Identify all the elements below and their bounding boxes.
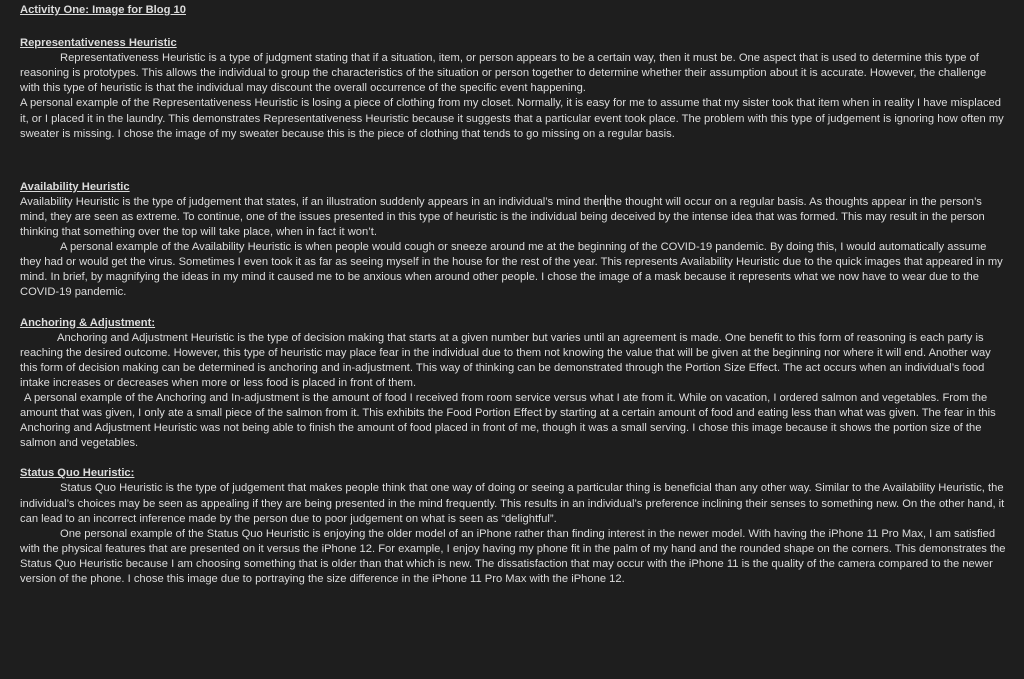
paragraph: A personal example of the Availability Heuristic is when people would cough or sneeze around me at the beginning of the COVID-19 pandemic. By doing this, I would automatically assume they had or would get the virus. Sometimes I even took it as far as seeing myself in the house for the rest of the year. This represents Availability Heuristic due to the quick images that appeared in my mind. In brief, by magnifying the ideas in my mind it caused me to be anxious when around other people. I chose the image of a mask because it represents what we now have to wear due to the COVID-19 pandemic.: [20, 241, 1003, 299]
section-heading: Representativeness Heuristic: [20, 37, 177, 50]
section-heading: Status Quo Heuristic:: [20, 467, 135, 480]
section-anchoring: [20, 316, 1006, 452]
paragraph: Anchoring and Adjustment Heuristic is the type of decision making that starts at a given number but varies until an agreement is made. One benefit to this form of reasoning is each party is reaching the desired outcome. However, this type of heuristic may place fear in the individual due to them not knowing the value that will be given at the beginning nor where it will end. Another way this form of decision making can be determined is anchoring and in-adjustment. This way of thinking can be demonstrated through the Portion Size Effect. The act occurs when an individual’s food intake increases or decreases when more or less food is placed in front of them.: [20, 331, 991, 389]
paragraph-text: the thought will occur on a regular basis. As thoughts appear in the person’s mind, they are seen as extreme. To continue, one of the issues presented in this type of heuristic is the individual being deceived by the intense idea that was formed. This may result in the person thinking that something over the top will take place, when in fact it won’t.: [20, 195, 985, 239]
section-status-quo: [20, 466, 1006, 587]
document-title: Activity One: Image for Blog 10: [20, 4, 186, 16]
paragraph: Representativeness Heuristic is a type of judgment stating that if a situation, item, or person appears to be a certain way, then it must be. One aspect that is used to determine this type of reasoning is prototypes. This allows the individual to group the characteristics of the situation or person together to determine whether their assumption about it is accurate. However, the challenge with this type of heuristic is that the individual may discount the overall occurrence of the specific event happening.: [20, 52, 987, 95]
section-availability: [20, 180, 1006, 301]
paragraph: One personal example of the Status Quo Heuristic is enjoying the older model of an iPhone rather than finding interest in the newer model. With having the iPhone 11 Pro Max, I am satisfied with the physical features that are presented on it versus the iPhone 12. For example, I enjoy having my phone fit in the palm of my hand and the rounded shape on the corners. This demonstrates the Status Quo Heuristic because I am choosing something that is older than that which is new. The dissatisfaction that may occur with the iPhone 11 is the quality of the camera compared to the newer version of the phone. I chose this image due to portraying the size difference in the iPhone 11 Pro Max with the iPhone 12.: [20, 527, 1006, 585]
paragraph: [20, 195, 1006, 240]
section-representativeness: [20, 36, 1006, 142]
section-heading: Anchoring & Adjustment:: [20, 316, 156, 329]
paragraph: A personal example of the Representativeness Heuristic is losing a piece of clothing from my closet. Normally, it is easy for me to assume that my sister took that item when in reality I have misplaced it, or I placed it in the laundry. This demonstrates Representativeness Heuristic because it suggests that a particular event took place. The problem with this type of judgement is ignoring how often my sweater is missing. I chose the image of my sweater because this is the piece of clothing that tends to go missing on a regular basis.: [20, 97, 1004, 140]
paragraph: A personal example of the Anchoring and In-adjustment is the amount of food I received from room service versus what I ate from it. While on vacation, I ordered salmon and vegetables. From the amount that was given, I only ate a small piece of the salmon from it. This exhibits the Food Portion Effect by starting at a certain amount of food and eating less than what was given. The fear in this Anchoring and Adjustment Heuristic was not being able to finish the amount of food placed in front of me, though it was a small serving. I chose this image because it shows the portion size of the salmon and vegetables.: [20, 391, 996, 450]
paragraph: Status Quo Heuristic is the type of judgement that makes people think that one way of doing or seeing a particular thing is beneficial than any other way. Similar to the Availability Heuristic, the individual’s choices may be seen as appealing if they are being presented in the mind frequently. This results in an individual’s preference inclining their senses to something new. On the other hand, it can lead to an incorrect inference made by the person due to poor judgement on what is seen as “delightful”.: [20, 482, 1005, 525]
blank-line: [20, 301, 1006, 316]
section-heading: Availability Heuristic: [20, 180, 130, 193]
blank-lines: [20, 142, 1006, 180]
blank-line: [20, 451, 1006, 466]
document: [20, 3, 1006, 587]
paragraph-text: Availability Heuristic is the type of judgement that states, if an illustration suddenly appears in an individual’s mind then: [20, 195, 606, 208]
